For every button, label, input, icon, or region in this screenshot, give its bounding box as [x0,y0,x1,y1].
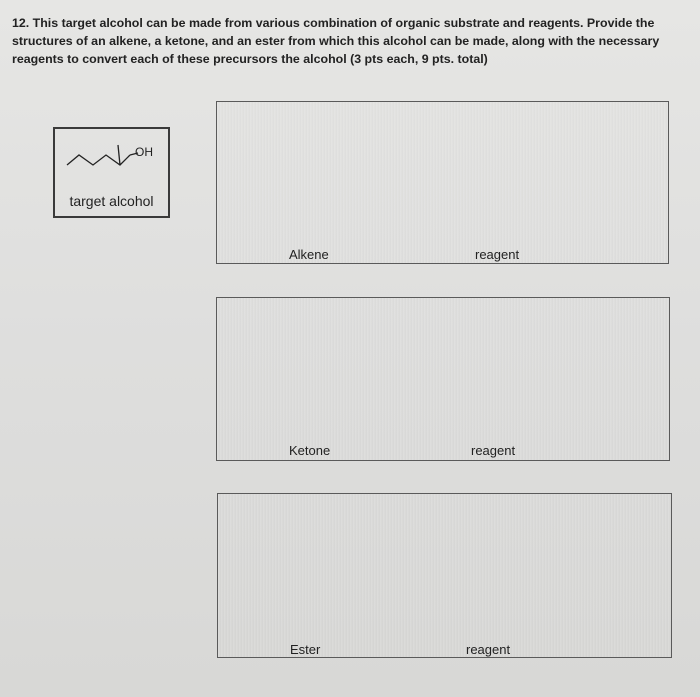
ester-label: Ester [290,642,321,657]
target-alcohol-caption: target alcohol [69,193,154,209]
ester-answer-box[interactable] [217,493,672,658]
alkene-answer-box[interactable] [216,101,669,264]
ketone-reagent-label: reagent [471,443,516,458]
target-alcohol-box [53,127,170,218]
hydroxyl-label: OH [135,145,153,159]
ketone-label: Ketone [289,443,331,458]
alkene-label: Alkene [289,247,329,262]
alkene-reagent-label: reagent [475,247,520,262]
ketone-answer-box[interactable] [216,297,670,461]
question-text: 12. This target alcohol can be made from various combination of organic substrate and reagents. Provide the structures of an alkene, a ketone, and an ester from which this alcohol can be made, along with the necessary reagents to convert each of these precursors the alcohol (3 pts each, 9 pts. total) [12,16,660,66]
ester-reagent-label: reagent [466,642,511,657]
